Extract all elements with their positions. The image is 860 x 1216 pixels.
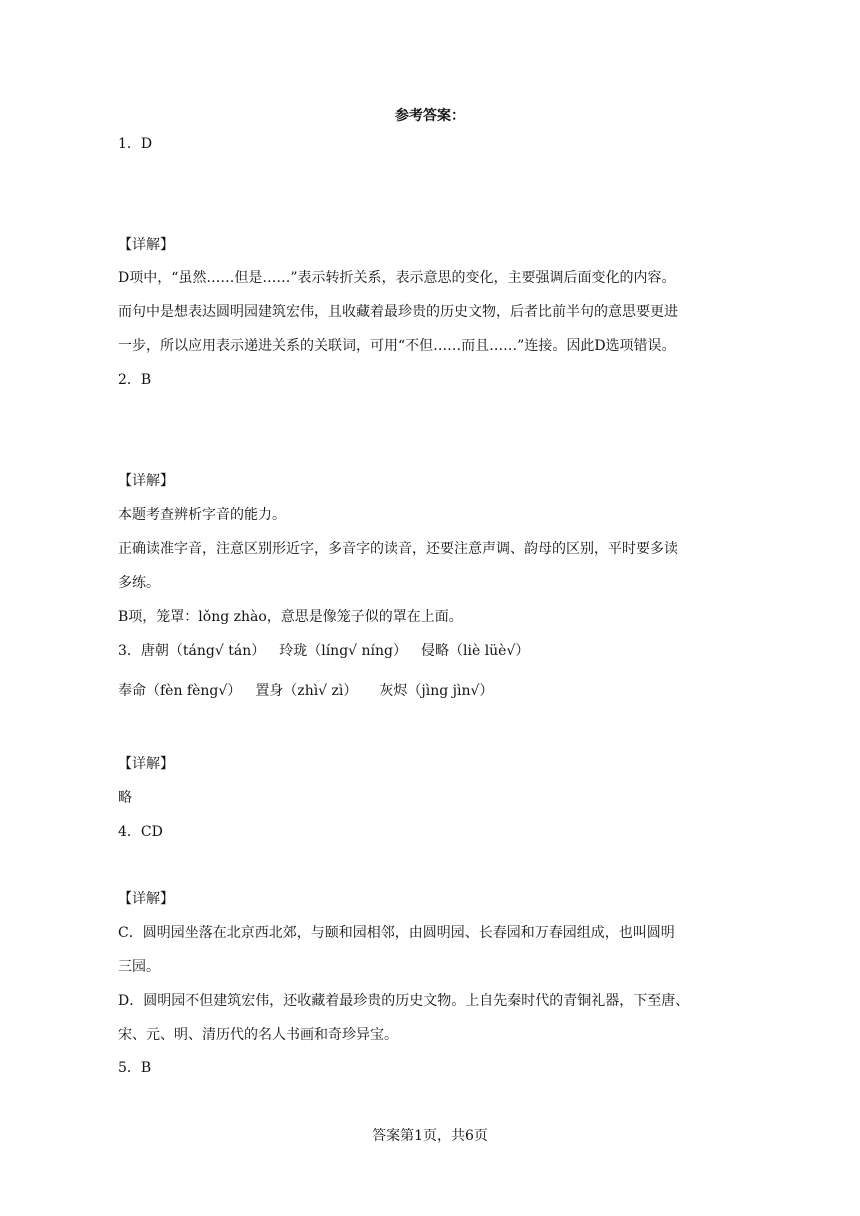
answer-3-item-tangchao: 3．唐朝（táng√ tán） [118,643,266,659]
answer-3-item-huijin: 灰烬（jìng jìn√） [379,683,494,699]
answer-1-text-line-1: D项中，“虽然……但是……”表示转折关系，表示意思的变化，主要强调后面变化的内容。 [118,270,676,286]
answer-2-text-line-3: 多练。 [118,575,160,591]
detail-heading-4: 【详解】 [118,891,174,907]
answer-3-row-1 [118,641,529,661]
answer-3-item-zhishen: 置身（zhì√ zì） [255,683,358,699]
detail-heading-1: 【详解】 [118,237,174,253]
answer-1-text-line-2: 而句中是想表达圆明园建筑宏伟，且收藏着最珍贵的历史文物，后者比前半句的意思要更进 [118,304,678,320]
answer-2-text-line-4: B项，笼罩：lǒng zhào，意思是像笼子似的罩在上面。 [118,609,463,625]
answer-3-item-fengming: 奉命（fèn fèng√） [118,683,242,699]
answer-1-text-line-3: 一步，所以应用表示递进关系的关联词，可用“不但……而且……”连接。因此D选项错误。 [118,338,676,354]
answer-4-text-line-3: D．圆明园不但建筑宏伟，还收藏着最珍贵的历史文物。上自先秦时代的青铜礼器，下至唐、 [118,993,690,1009]
answer-2: 2．B [118,372,152,388]
answer-4-text-line-1: C．圆明园坐落在北京西北郊，与颐和园相邻，由圆明园、长春园和万春园组成，也叫圆明 [118,925,675,941]
answer-3-item-qinlue: 侵略（liè lüè√） [421,643,530,659]
answer-4: 4．CD [118,824,163,840]
detail-heading-2: 【详解】 [118,473,174,489]
answer-5: 5．B [118,1060,152,1076]
answer-3-row-2 [118,681,493,701]
answer-4-text-line-4: 宋、元、明、清历代的名人书画和奇珍异宝。 [118,1027,398,1043]
detail-heading-3: 【详解】 [118,756,174,772]
answer-3-item-linglong: 玲珑（líng√ níng） [279,643,407,659]
answer-1: 1．D [118,136,153,152]
answer-3-text-line-1: 略 [118,790,132,806]
answer-2-text-line-1: 本题考查辨析字音的能力。 [118,507,286,523]
answer-2-text-line-2: 正确读准字音，注意区别形近字，多音字的读音，还要注意声调、韵母的区别，平时要多读 [118,541,678,557]
page-footer: 答案第1页，共6页 [372,1128,488,1144]
answer-4-text-line-2: 三园。 [118,959,160,975]
page-title: 参考答案： [395,108,465,124]
